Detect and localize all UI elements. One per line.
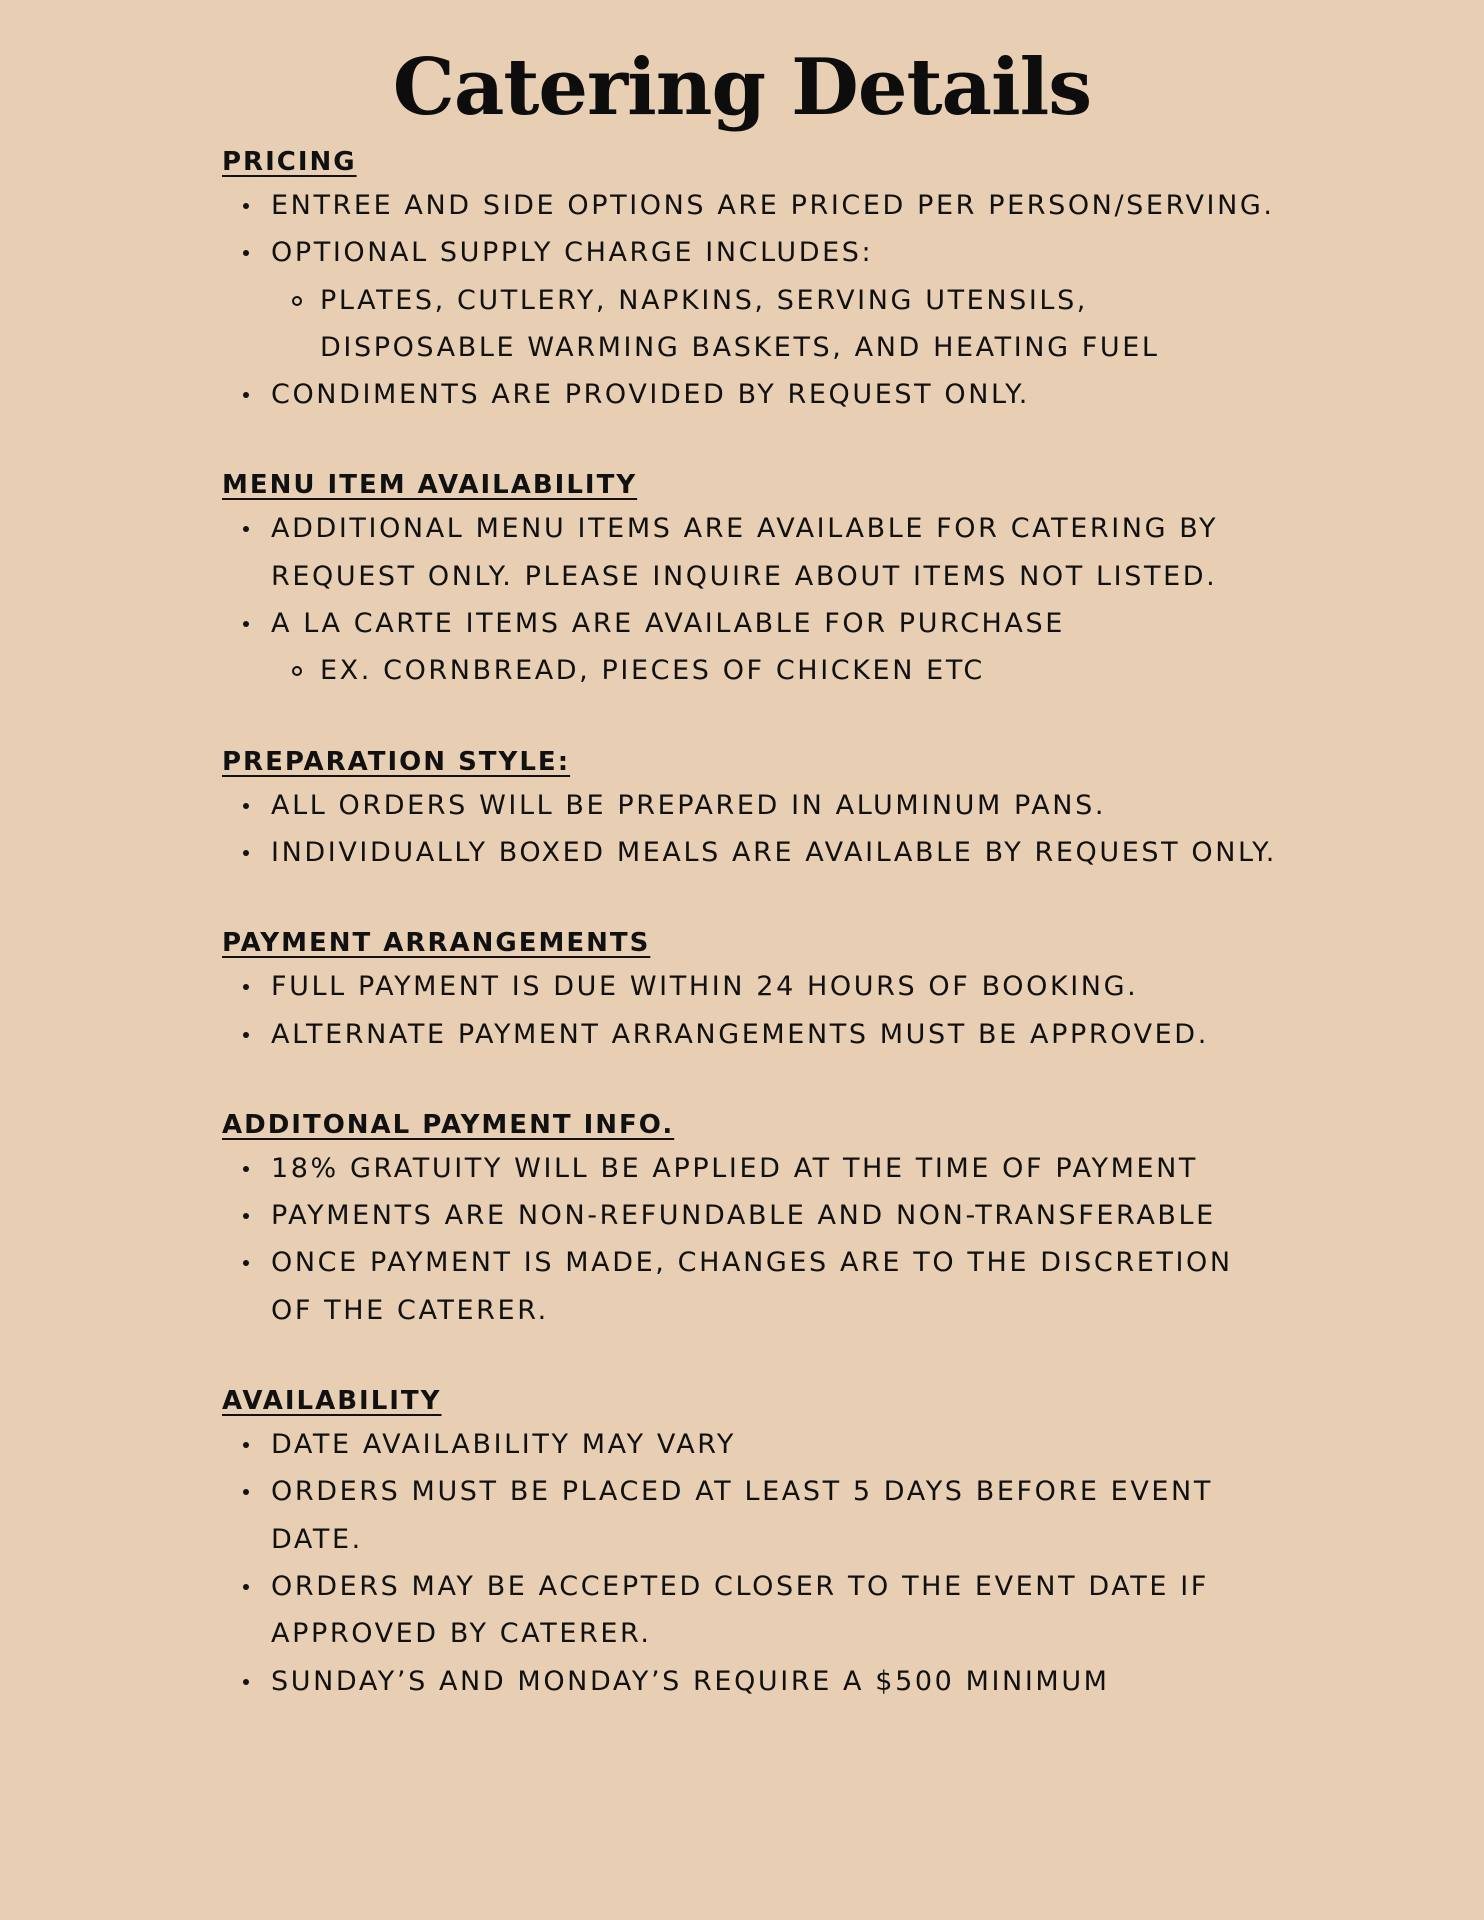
- list-item: ALL ORDERS WILL BE PREPARED IN ALUMINUM PANS.: [222, 782, 1282, 829]
- sub-bullet-list: [271, 277, 1282, 372]
- sub-list-item: PLATES, CUTLERY, NAPKINS, SERVING UTENSILS, DISPOSABLE WARMING BASKETS, AND HEATING FUEL: [271, 277, 1282, 372]
- list-item: CONDIMENTS ARE PROVIDED BY REQUEST ONLY.: [222, 371, 1282, 418]
- bullet-list: [222, 505, 1282, 694]
- bullet-list: [222, 1421, 1282, 1705]
- section-additional-payment-info: [222, 1105, 1282, 1334]
- list-item: DATE AVAILABILITY MAY VARY: [222, 1421, 1282, 1468]
- list-item: A LA CARTE ITEMS ARE AVAILABLE FOR PURCHASE: [222, 600, 1282, 647]
- sub-list-item: EX. CORNBREAD, PIECES OF CHICKEN ETC: [271, 647, 1282, 694]
- bullet-list: [222, 963, 1282, 1058]
- list-item: ADDITIONAL MENU ITEMS ARE AVAILABLE FOR CATERING BY REQUEST ONLY. PLEASE INQUIRE ABOUT ITEMS NOT LISTED.: [222, 505, 1282, 600]
- list-item-text: OPTIONAL SUPPLY CHARGE INCLUDES:: [271, 237, 874, 269]
- bullet-list: [222, 1145, 1282, 1334]
- section-preparation-style: [222, 742, 1282, 877]
- section-pricing: [222, 142, 1282, 418]
- sub-bullet-list: [271, 647, 1282, 694]
- list-item: ORDERS MUST BE PLACED AT LEAST 5 DAYS BEFORE EVENT DATE.: [222, 1468, 1282, 1563]
- list-item: SUNDAY’S AND MONDAY’S REQUIRE A $500 MINIMUM: [222, 1658, 1282, 1705]
- section-heading: AVAILABILITY: [222, 1386, 442, 1417]
- section-heading: PAYMENT ARRANGEMENTS: [222, 928, 651, 959]
- page-title: Catering Details: [392, 42, 1092, 133]
- list-item: ORDERS MAY BE ACCEPTED CLOSER TO THE EVENT DATE IF APPROVED BY CATERER.: [222, 1563, 1282, 1658]
- list-item: 18% GRATUITY WILL BE APPLIED AT THE TIME OF PAYMENT: [222, 1145, 1282, 1192]
- list-item: ENTREE AND SIDE OPTIONS ARE PRICED PER PERSON/SERVING.: [222, 182, 1282, 229]
- section-heading: PRICING: [222, 147, 357, 177]
- bullet-list: [222, 182, 1282, 418]
- list-item: PAYMENTS ARE NON-REFUNDABLE AND NON-TRANSFERABLE: [222, 1192, 1282, 1239]
- section-payment-arrangements: [222, 923, 1282, 1058]
- list-item: ALTERNATE PAYMENT ARRANGEMENTS MUST BE APPROVED.: [222, 1011, 1282, 1058]
- bullet-list: [222, 782, 1282, 877]
- details-content: [222, 142, 1282, 1752]
- section-heading: ADDITONAL PAYMENT INFO.: [222, 1109, 675, 1140]
- section-heading: MENU ITEM AVAILABILITY: [222, 470, 638, 501]
- section-menu-item-availability: [222, 465, 1282, 694]
- list-item: FULL PAYMENT IS DUE WITHIN 24 HOURS OF BOOKING.: [222, 963, 1282, 1010]
- sublist-container: [222, 647, 1282, 694]
- section-heading: PREPARATION STYLE:: [222, 746, 571, 777]
- list-item: INDIVIDUALLY BOXED MEALS ARE AVAILABLE BY REQUEST ONLY.: [222, 829, 1282, 876]
- list-item: ONCE PAYMENT IS MADE, CHANGES ARE TO THE DISCRETION OF THE CATERER.: [222, 1239, 1282, 1334]
- list-item: [222, 229, 1282, 276]
- sublist-container: [222, 277, 1282, 372]
- section-availability: [222, 1381, 1282, 1705]
